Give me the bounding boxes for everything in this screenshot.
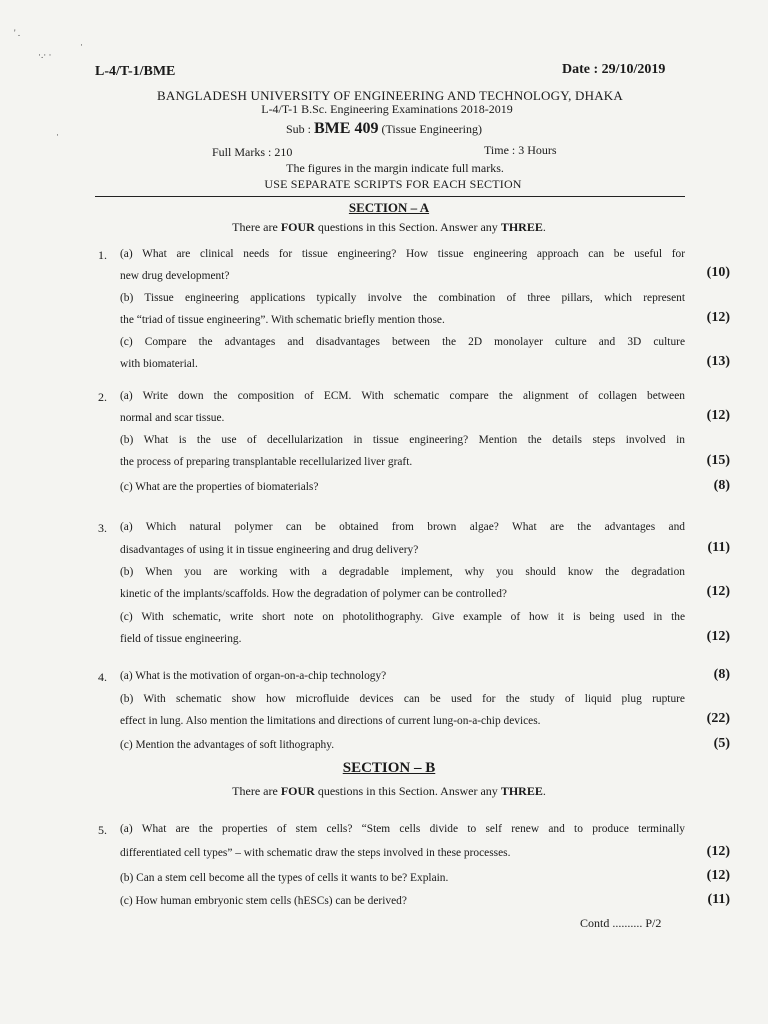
scan-speck: ·: [56, 130, 59, 140]
marks-value: (12): [706, 844, 730, 859]
exam-duration: Time : 3 Hours: [484, 143, 557, 157]
marks-value: (13): [706, 354, 730, 369]
scan-speck: ·.· ·: [38, 50, 52, 60]
subject-code: BME 409: [314, 120, 379, 137]
instruction-text: questions in this Section. Answer any: [314, 220, 501, 234]
question-text-line: (c) With schematic, write short note on photolithography. Give example of how it is being used in the: [120, 611, 685, 623]
question-text-line: with biomaterial.: [120, 358, 198, 370]
header-divider: [95, 196, 685, 197]
question-text-line: new drug development?: [120, 270, 230, 282]
question-text-line: (c) What are the properties of biomaterials?: [120, 481, 319, 493]
question-text-line: (c) How human embryonic stem cells (hESCs) can be derived?: [120, 895, 407, 907]
marks-value: (5): [713, 736, 730, 751]
question-text-line: (b) What is the use of decellularization in tissue engineering? Mention the details steps involved in: [120, 434, 685, 446]
question-number: 2.: [98, 390, 107, 404]
marks-value: (12): [706, 868, 730, 883]
question-number: 4.: [98, 670, 107, 684]
instruction-text: questions in this Section. Answer any: [314, 784, 501, 798]
question-text-line: normal and scar tissue.: [120, 412, 225, 424]
section-a-instructions: [0, 220, 768, 235]
course-code: L-4/T-1/BME: [95, 64, 176, 79]
exam-date: Date : 29/10/2019: [562, 62, 666, 77]
marks-value: (12): [706, 408, 730, 423]
marks-value: (11): [707, 540, 730, 555]
section-b-title: SECTION – B: [342, 760, 436, 776]
instruction-answer-count: THREE: [500, 784, 543, 798]
scan-speck: ·: [80, 40, 83, 50]
full-marks: Full Marks : 210: [212, 145, 293, 159]
instruction-text: .: [542, 220, 546, 234]
scan-speck: ' .: [14, 28, 21, 38]
question-text-line: (b) Can a stem cell become all the types of cells it wants to be? Explain.: [120, 872, 449, 884]
question-text-line: (a) What is the motivation of organ-on-a-chip technology?: [120, 670, 387, 682]
question-text-line: disadvantages of using it in tissue engineering and drug delivery?: [120, 544, 419, 556]
marks-value: (11): [707, 892, 730, 907]
question-text-line: (c) Mention the advantages of soft lithography.: [120, 739, 335, 751]
marks-value: (10): [706, 265, 730, 280]
instruction-count: FOUR: [280, 784, 315, 798]
question-number: 1.: [98, 248, 107, 262]
question-text-line: field of tissue engineering.: [120, 633, 242, 645]
marks-value: (22): [706, 711, 730, 726]
question-text-line: (b) When you are working with a degradable implement, why you should know the degradation: [120, 566, 685, 578]
instruction-answer-count: THREE: [500, 220, 543, 234]
exam-title: L-4/T-1 B.Sc. Engineering Examinations 2018-2019: [261, 102, 513, 116]
university-name: BANGLADESH UNIVERSITY OF ENGINEERING AND TECHNOLOGY, DHAKA: [157, 88, 623, 103]
margin-note: The figures in the margin indicate full marks.: [286, 161, 504, 175]
instruction-text: There are: [232, 784, 281, 798]
continued-note: Contd .......... P/2: [580, 916, 662, 930]
question-text-line: (c) Compare the advantages and disadvantages between the 2D monolayer culture and 3D culture: [120, 336, 685, 348]
section-b-instructions: [0, 784, 768, 799]
question-text-line: (a) Which natural polymer can be obtained from brown algae? What are the advantages and: [120, 521, 685, 533]
instruction-count: FOUR: [280, 220, 315, 234]
scripts-note: USE SEPARATE SCRIPTS FOR EACH SECTION: [264, 177, 522, 191]
question-number: 5.: [98, 823, 107, 837]
question-text-line: effect in lung. Also mention the limitations and directions of current lung-on-a-chip devices.: [120, 715, 541, 727]
marks-value: (8): [713, 667, 730, 682]
question-text-line: the process of preparing transplantable recellularized liver graft.: [120, 456, 413, 468]
subject-prefix: Sub :: [285, 122, 314, 136]
question-text-line: (a) What are the properties of stem cells? “Stem cells divide to self renew and to produce terminally: [120, 823, 685, 835]
section-a-heading: [0, 200, 768, 216]
question-text-line: (a) What are clinical needs for tissue engineering? How tissue engineering approach can be useful for: [120, 248, 685, 260]
marks-value: (15): [706, 453, 730, 468]
marks-value: (12): [706, 584, 730, 599]
question-text-line: the “triad of tissue engineering”. With schematic briefly mention those.: [120, 314, 445, 326]
question-text-line: (b) Tissue engineering applications typically involve the combination of three pillars, which represent: [120, 292, 685, 304]
subject-line: [0, 120, 768, 138]
question-text-line: (a) Write down the composition of ECM. With schematic compare the alignment of collagen between: [120, 390, 685, 402]
section-b-heading: [0, 760, 768, 777]
marks-value: (8): [713, 478, 730, 493]
question-text-line: (b) With schematic show how microfluide devices can be used for the study of liquid plug rupture: [120, 693, 685, 705]
marks-value: (12): [706, 629, 730, 644]
question-text-line: differentiated cell types” – with schematic draw the steps involved in these processes.: [120, 847, 511, 859]
instruction-text: There are: [232, 220, 281, 234]
question-number: 3.: [98, 521, 107, 535]
question-text-line: kinetic of the implants/scaffolds. How the degradation of polymer can be controlled?: [120, 588, 507, 600]
instruction-text: .: [542, 784, 546, 798]
section-a-title: SECTION – A: [348, 200, 430, 215]
marks-value: (12): [706, 310, 730, 325]
subject-name: (Tissue Engineering): [378, 122, 482, 136]
